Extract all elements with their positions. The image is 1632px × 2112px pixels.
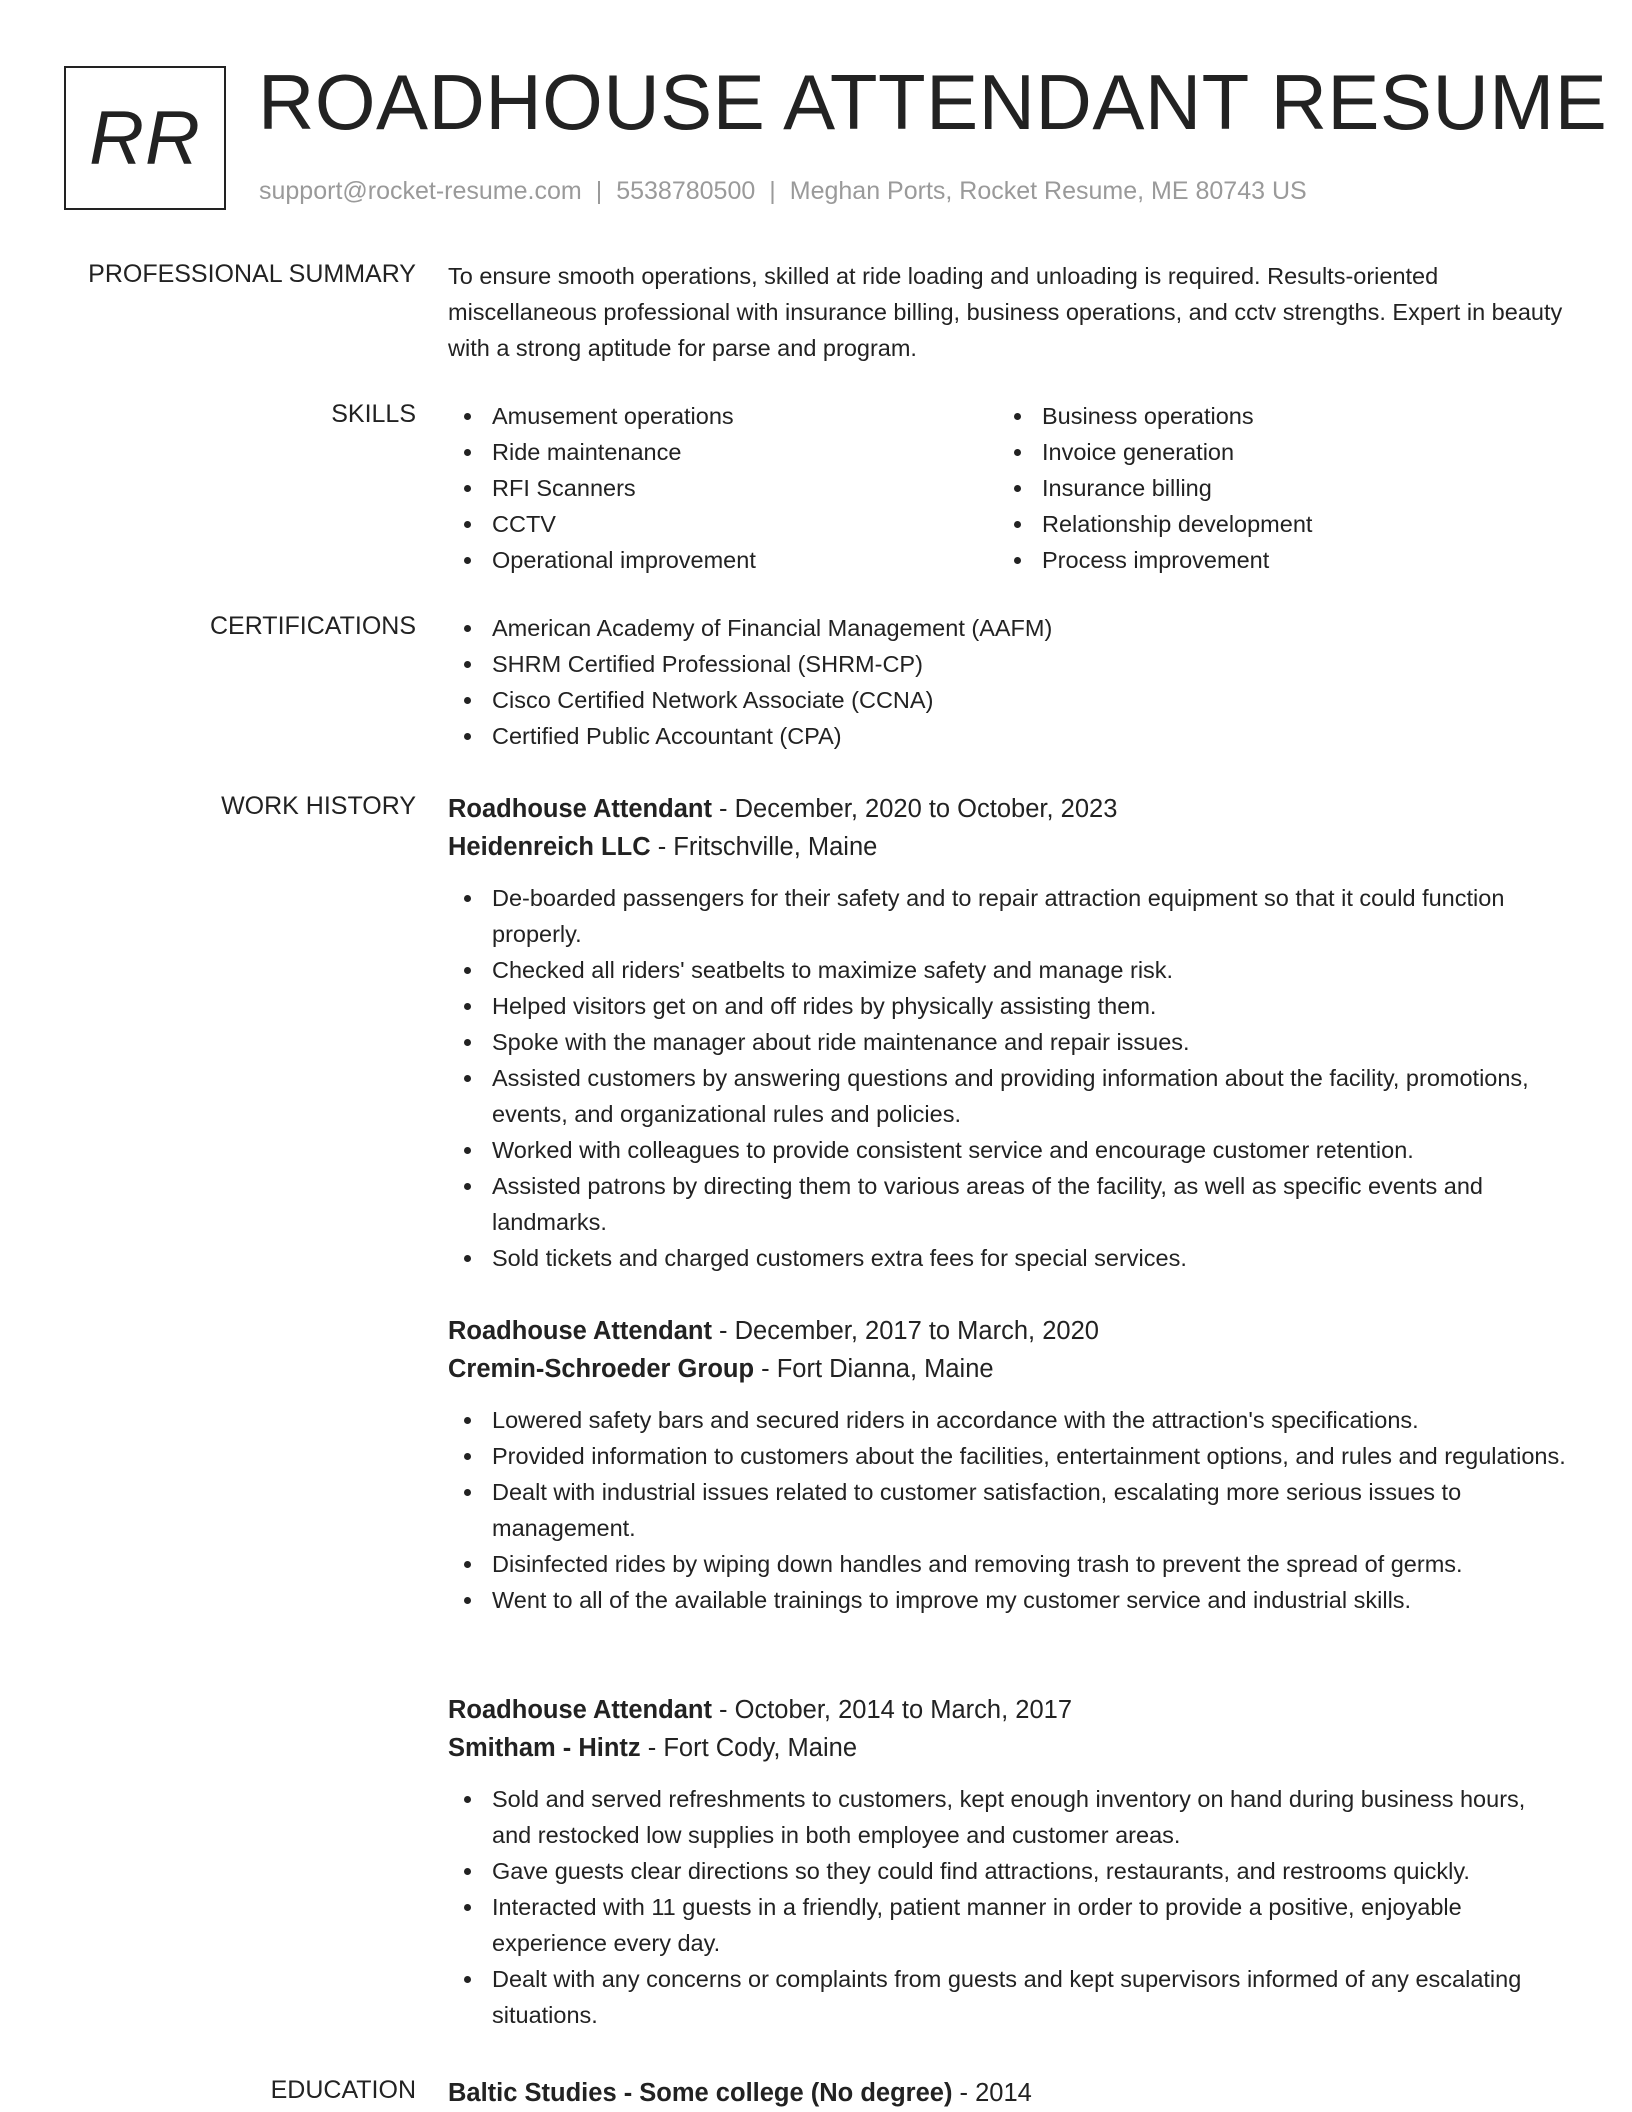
section-label: PROFESSIONAL SUMMARY xyxy=(88,260,416,288)
summary-text: To ensure smooth operations, skilled at ride loading and unloading is required. Results-oriented miscellaneous professional with insurance billing, business operations, and cctv strengths. Expert in beauty with a strong aptitude for parse and program. xyxy=(448,263,1563,361)
job-location: - Fort Dianna, Maine xyxy=(754,1355,994,1383)
job-duty: Sold tickets and charged customers extra fees for special services. xyxy=(448,1240,1568,1276)
section-label: EDUCATION xyxy=(270,2076,416,2104)
job-entry xyxy=(448,790,1568,1276)
job-duty: Worked with colleagues to provide consistent service and encourage customer retention. xyxy=(448,1132,1568,1168)
education-degree: Baltic Studies - Some college (No degree) xyxy=(448,2079,953,2107)
contact-line xyxy=(259,175,1307,207)
skill-item: Business operations xyxy=(998,398,1548,434)
skill-item: Insurance billing xyxy=(998,470,1548,506)
job-dates: - October, 2014 to March, 2017 xyxy=(711,1696,1073,1724)
job-duty: Lowered safety bars and secured riders in accordance with the attraction's specifications. xyxy=(448,1402,1568,1438)
job-title-line xyxy=(448,1691,1568,1729)
contact-email[interactable]: support@rocket-resume.com xyxy=(259,177,582,205)
section-label: CERTIFICATIONS xyxy=(209,612,416,640)
job-title-line xyxy=(448,1312,1568,1350)
certification-item: Certified Public Accountant (CPA) xyxy=(448,718,1568,754)
skill-item: Operational improvement xyxy=(448,542,998,578)
contact-separator: | xyxy=(769,177,776,205)
job-entry xyxy=(448,1691,1568,2033)
job-duties xyxy=(448,1402,1568,1618)
certifications-list xyxy=(448,610,1568,754)
job-duty: De-boarded passengers for their safety and to repair attraction equipment so that it could function properly. xyxy=(448,880,1568,952)
job-title-line xyxy=(448,790,1568,828)
job-duty: Dealt with any concerns or complaints from guests and kept supervisors informed of any escalating situations. xyxy=(448,1961,1568,2033)
job-dates: - December, 2020 to October, 2023 xyxy=(711,795,1118,823)
education-year: - 2014 xyxy=(952,2079,1032,2107)
job-duty: Went to all of the available trainings to improve my customer service and industrial skills. xyxy=(448,1582,1568,1618)
job-dates: - December, 2017 to March, 2020 xyxy=(711,1317,1099,1345)
job-entry xyxy=(448,1312,1568,1618)
contact-address: Meghan Ports, Rocket Resume, ME 80743 US xyxy=(789,177,1307,205)
job-duty: Helped visitors get on and off rides by physically assisting them. xyxy=(448,988,1568,1024)
job-company-line xyxy=(448,1350,1568,1388)
skills-columns xyxy=(448,398,1568,578)
skill-item: Amusement operations xyxy=(448,398,998,434)
skill-item: RFI Scanners xyxy=(448,470,998,506)
job-duty: Assisted customers by answering questions and providing information about the facility, promotions, events, and organizational rules and policies. xyxy=(448,1060,1568,1132)
job-company: Heidenreich LLC xyxy=(448,833,651,861)
contact-separator: | xyxy=(595,177,603,205)
job-duty: Gave guests clear directions so they could find attractions, restaurants, and restrooms quickly. xyxy=(448,1853,1568,1889)
work-history-content xyxy=(448,790,1568,2028)
education-line xyxy=(448,2074,1568,2112)
job-title: Roadhouse Attendant xyxy=(448,795,712,823)
job-company: Cremin-Schroeder Group xyxy=(448,1355,755,1383)
skill-item: Invoice generation xyxy=(998,434,1548,470)
job-duties xyxy=(448,1781,1568,2033)
skill-item: CCTV xyxy=(448,506,998,542)
job-company: Smitham - Hintz xyxy=(448,1734,641,1762)
skill-item: Ride maintenance xyxy=(448,434,998,470)
job-duty: Spoke with the manager about ride maintenance and repair issues. xyxy=(448,1024,1568,1060)
job-company-line xyxy=(448,1729,1568,1767)
resume-title: ROADHOUSE ATTENDANT RESUME xyxy=(258,58,1608,146)
job-duty: Disinfected rides by wiping down handles and removing trash to prevent the spread of germs. xyxy=(448,1546,1568,1582)
job-duty: Dealt with industrial issues related to customer satisfaction, escalating more serious issues to management. xyxy=(448,1474,1568,1546)
job-duty: Provided information to customers about the facilities, entertainment options, and rules and regulations. xyxy=(448,1438,1568,1474)
skill-item: Relationship development xyxy=(998,506,1548,542)
job-duty: Checked all riders' seatbelts to maximize safety and manage risk. xyxy=(448,952,1568,988)
job-location: - Fort Cody, Maine xyxy=(640,1734,858,1762)
certification-item: Cisco Certified Network Associate (CCNA) xyxy=(448,682,1568,718)
skill-item: Process improvement xyxy=(998,542,1548,578)
job-duties xyxy=(448,880,1568,1276)
contact-phone[interactable]: 5538780500 xyxy=(616,177,756,205)
job-title: Roadhouse Attendant xyxy=(448,1317,712,1345)
job-company-line xyxy=(448,828,1568,866)
job-duty: Sold and served refreshments to customers, kept enough inventory on hand during business hours, and restocked low supplies in both employee and customer areas. xyxy=(448,1781,1568,1853)
section-label: WORK HISTORY xyxy=(221,792,416,820)
certification-item: SHRM Certified Professional (SHRM-CP) xyxy=(448,646,1568,682)
job-location: - Fritschville, Maine xyxy=(650,833,878,861)
monogram-logo: RR xyxy=(64,66,226,210)
job-duty: Assisted patrons by directing them to various areas of the facility, as well as specific events and landmarks. xyxy=(448,1168,1568,1240)
certification-item: American Academy of Financial Management (AAFM) xyxy=(448,610,1568,646)
skills-list-right xyxy=(998,398,1548,578)
section-label: SKILLS xyxy=(331,400,416,428)
skills-list-left xyxy=(448,398,998,578)
job-duty: Interacted with 11 guests in a friendly, patient manner in order to provide a positive, enjoyable experience every day. xyxy=(448,1889,1568,1961)
job-title: Roadhouse Attendant xyxy=(448,1696,712,1724)
